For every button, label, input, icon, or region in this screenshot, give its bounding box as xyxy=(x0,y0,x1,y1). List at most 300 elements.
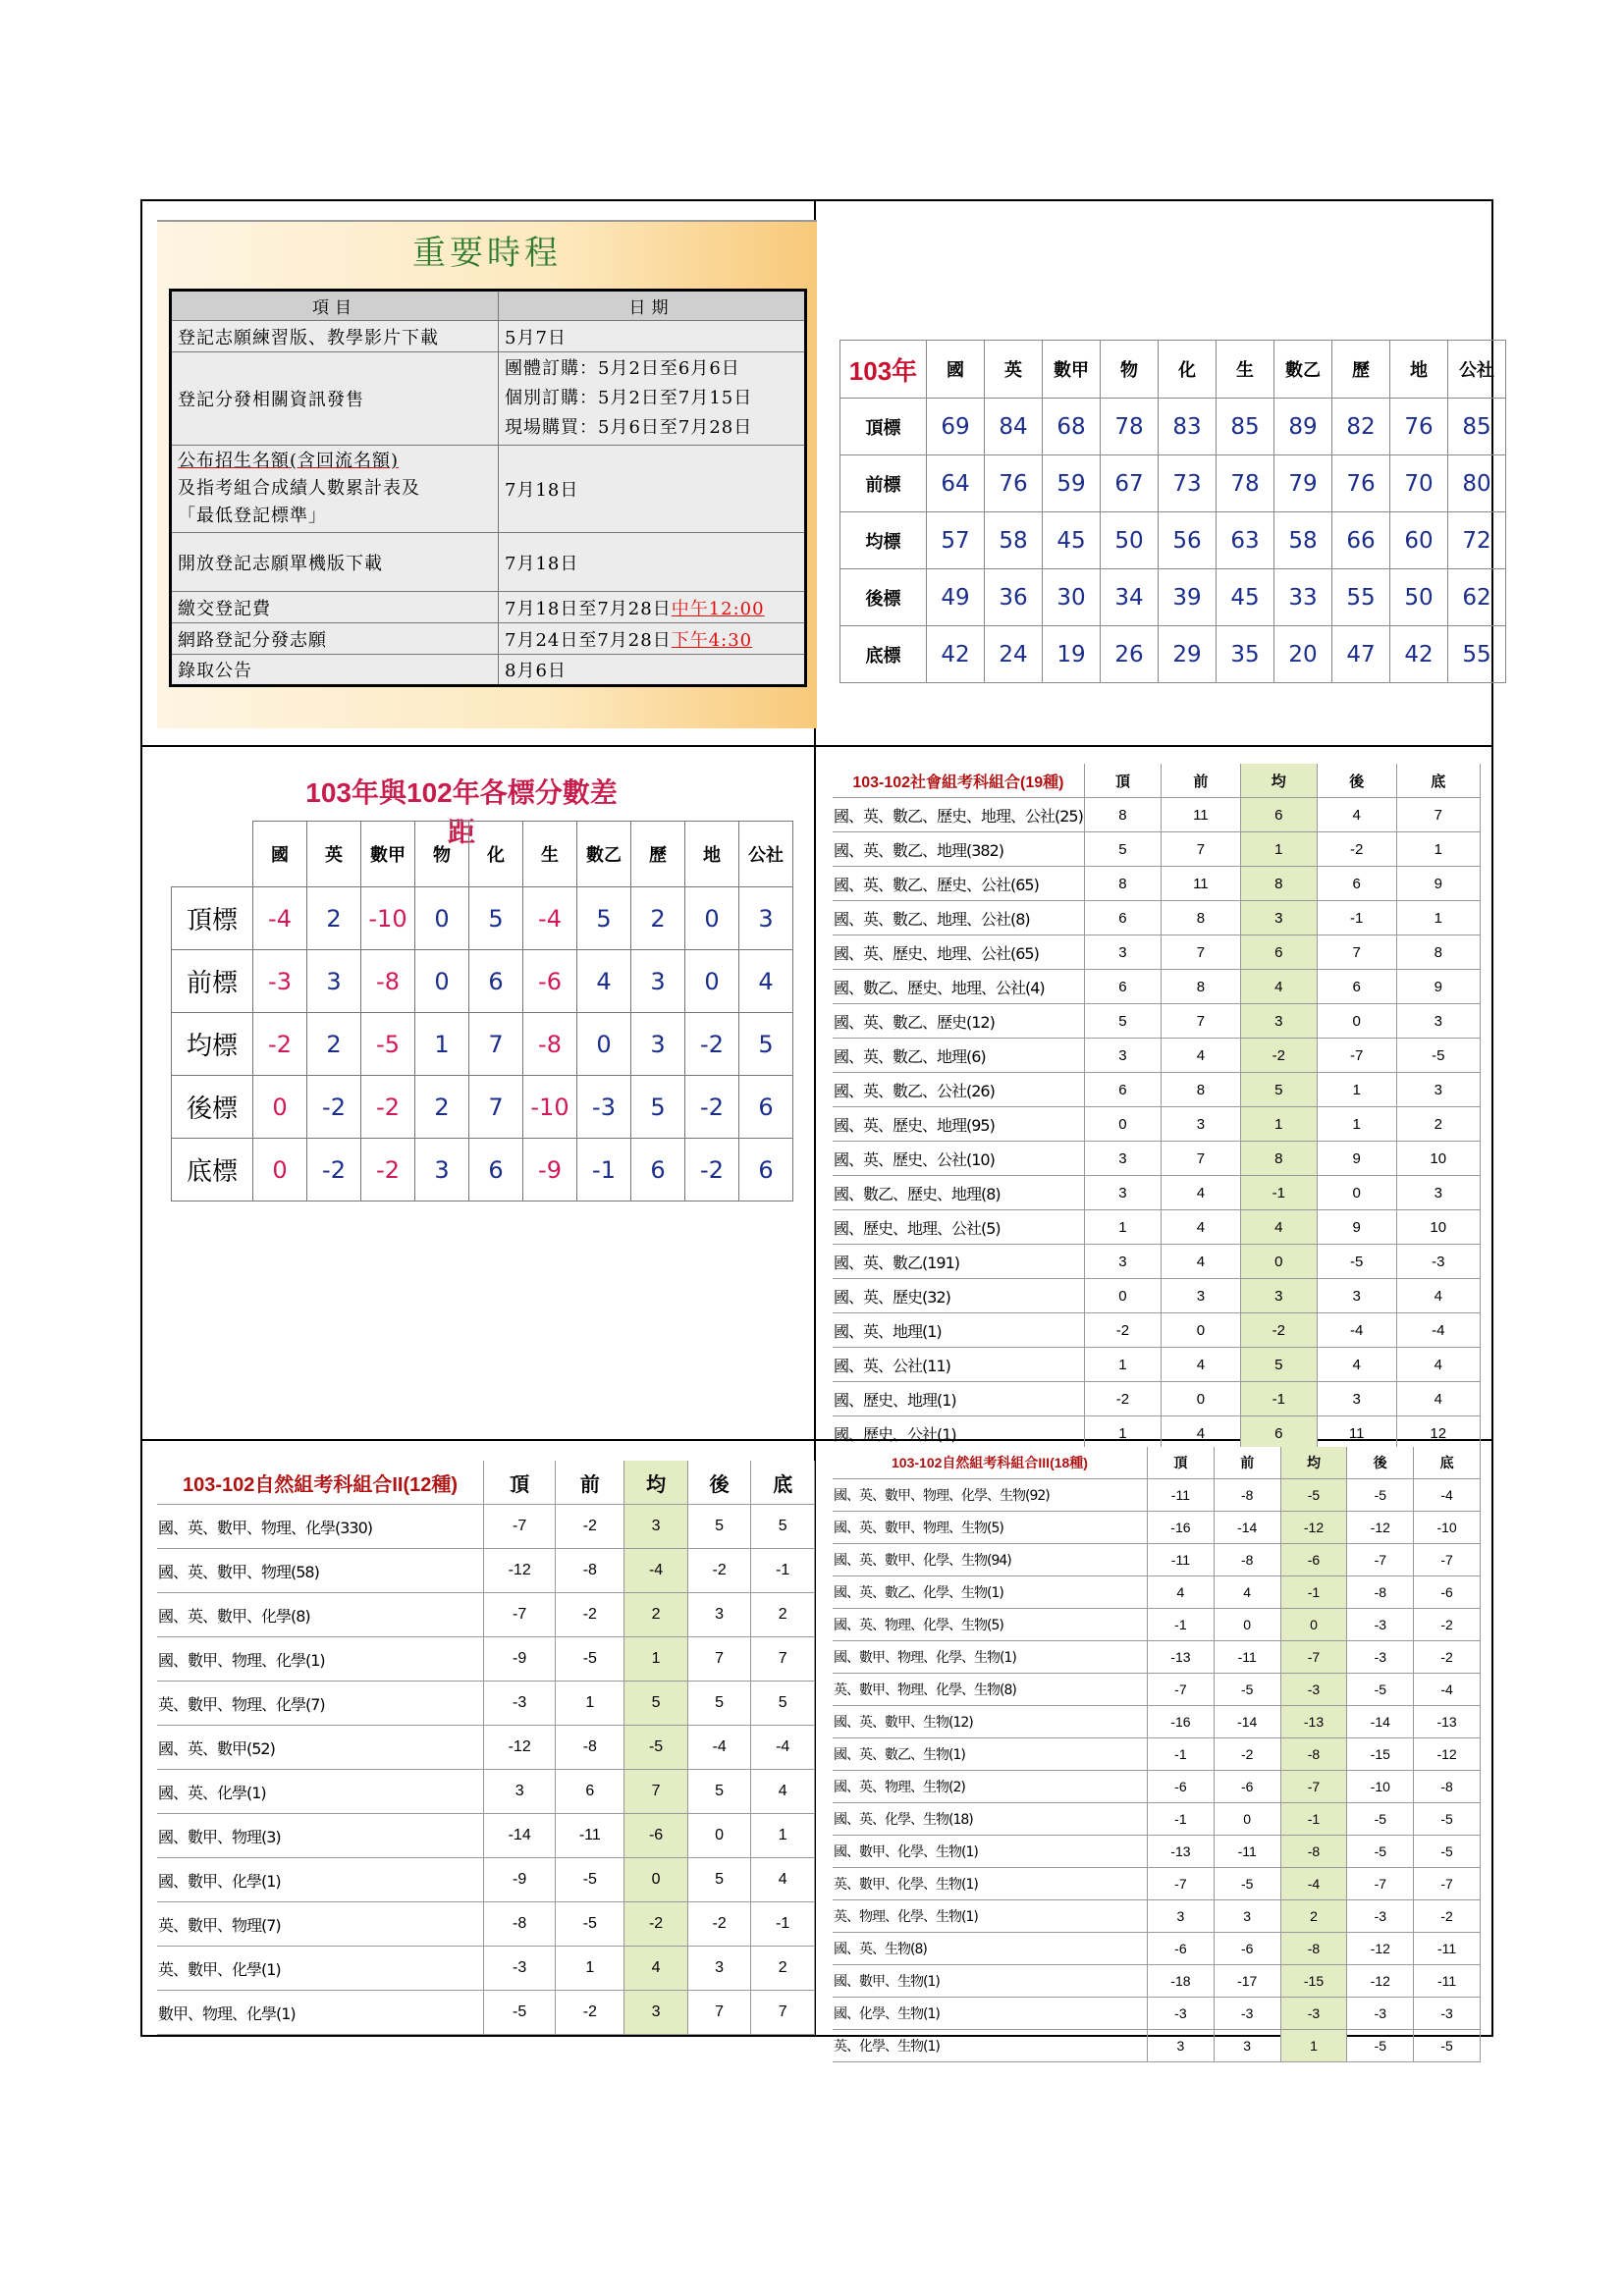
table-row xyxy=(157,1549,815,1593)
combo-value: -5 xyxy=(1214,1868,1280,1900)
score-value: 89 xyxy=(1274,399,1332,455)
combo-value: -4 xyxy=(687,1726,751,1770)
subject-header: 生 xyxy=(523,822,577,887)
row-label: 後標 xyxy=(840,569,927,626)
combo-value: 0 xyxy=(1214,1803,1280,1836)
combo-value: -2 xyxy=(556,1593,624,1637)
combo-value: 4 xyxy=(1214,1576,1280,1609)
title-rule xyxy=(157,220,817,222)
combo-value: 6 xyxy=(1240,798,1317,832)
score-value: 45 xyxy=(1043,512,1101,569)
score-value: 72 xyxy=(1448,512,1506,569)
schedule-item: 錄取公告 xyxy=(171,655,499,686)
table-row xyxy=(833,832,1481,867)
combo-name: 國、英、生物(8) xyxy=(833,1933,1148,1965)
combo-value: 3 xyxy=(1084,935,1161,970)
combo-value: 1 xyxy=(1084,1210,1161,1245)
combo-value: -6 xyxy=(1214,1933,1280,1965)
subject-header: 物 xyxy=(1101,341,1159,399)
natural3-clip xyxy=(833,1447,1481,2055)
score-value: 64 xyxy=(927,455,985,512)
diff-value: 2 xyxy=(307,1013,361,1076)
combo-value: -8 xyxy=(1414,1771,1481,1803)
table-row xyxy=(833,1576,1481,1609)
combo-value: 5 xyxy=(751,1682,815,1726)
score-value: 58 xyxy=(985,512,1043,569)
schedule-item: 登記分發相關資訊發售 xyxy=(171,352,499,446)
table-row xyxy=(833,1245,1481,1279)
combo-name: 國、數甲、物理、化學、生物(1) xyxy=(833,1641,1148,1674)
subject-header: 物 xyxy=(415,822,469,887)
combo-value: -6 xyxy=(624,1814,688,1858)
combo-value: -5 xyxy=(1396,1039,1480,1073)
schedule-row xyxy=(171,533,806,592)
combo-value: 8 xyxy=(1162,1073,1241,1107)
combo-name: 國、英、數甲、生物(12) xyxy=(833,1706,1148,1738)
subject-header: 英 xyxy=(307,822,361,887)
diff-value: -4 xyxy=(253,887,307,950)
combo-value: -8 xyxy=(1280,1836,1347,1868)
combo-value: 5 xyxy=(1240,1073,1317,1107)
score-value: 59 xyxy=(1043,455,1101,512)
combo-value: -5 xyxy=(556,1902,624,1947)
combo-value: -5 xyxy=(1317,1245,1396,1279)
score-value: 73 xyxy=(1159,455,1217,512)
col-date-header: 日期 xyxy=(499,291,806,321)
combo-value: 1 xyxy=(1396,901,1480,935)
diff-value: -10 xyxy=(523,1076,577,1139)
diff-value: -1 xyxy=(577,1139,631,1201)
table-row xyxy=(833,1641,1481,1674)
combo-value: 4 xyxy=(1162,1245,1241,1279)
schedule-panel xyxy=(157,220,817,728)
score-value: 58 xyxy=(1274,512,1332,569)
combo-value: 4 xyxy=(1162,1210,1241,1245)
score-value: 39 xyxy=(1159,569,1217,626)
diff-value: 5 xyxy=(469,887,523,950)
score-value: 83 xyxy=(1159,399,1217,455)
combo-value: -6 xyxy=(1214,1771,1280,1803)
combo-value: -4 xyxy=(1414,1674,1481,1706)
combo-value: 8 xyxy=(1162,970,1241,1004)
subject-header: 生 xyxy=(1217,341,1274,399)
score-value: 42 xyxy=(927,626,985,683)
social-combo-table xyxy=(833,764,1481,1451)
combo-value: 7 xyxy=(751,1991,815,2035)
diff-value: -3 xyxy=(253,950,307,1013)
combo-value: 1 xyxy=(1084,1348,1161,1382)
combo-value: -16 xyxy=(1148,1706,1215,1738)
schedule-row xyxy=(171,446,806,533)
score-value: 80 xyxy=(1448,455,1506,512)
combo-value: 1 xyxy=(624,1637,688,1682)
combo-value: -9 xyxy=(484,1858,556,1902)
combo-value: -1 xyxy=(751,1902,815,1947)
schedule-item: 繳交登記費 xyxy=(171,592,499,623)
diff-value: 4 xyxy=(577,950,631,1013)
combo-value: -8 xyxy=(1214,1544,1280,1576)
subject-header: 數甲 xyxy=(361,822,415,887)
combo-value: 4 xyxy=(1240,1210,1317,1245)
combo-name: 國、英、數甲、物理(58) xyxy=(157,1549,484,1593)
diff-value: 6 xyxy=(739,1139,793,1201)
column-header: 後 xyxy=(1347,1447,1414,1479)
combo-value: -2 xyxy=(556,1991,624,2035)
combo-value: 6 xyxy=(1317,970,1396,1004)
diff-value: 6 xyxy=(469,950,523,1013)
combo-value: -6 xyxy=(1280,1544,1347,1576)
score-value: 55 xyxy=(1332,569,1390,626)
natural2-combo-table xyxy=(157,1461,815,2035)
subject-header: 國 xyxy=(253,822,307,887)
combo-value: 7 xyxy=(751,1637,815,1682)
combo-value: 4 xyxy=(1317,798,1396,832)
combo-value: 4 xyxy=(1396,1382,1480,1416)
combo-value: -5 xyxy=(1280,1479,1347,1512)
grid-divider-row1 xyxy=(140,745,1493,747)
combo-value: 4 xyxy=(1396,1348,1480,1382)
combo-value: 0 xyxy=(1084,1107,1161,1142)
combo-value: 2 xyxy=(1280,1900,1347,1933)
diff-title: 103年與102年各標分數差距 xyxy=(305,777,618,847)
combo-value: 3 xyxy=(1396,1004,1480,1039)
combo-value: -11 xyxy=(1214,1641,1280,1674)
item-line: 及指考組合成績人數累計表及 xyxy=(178,478,420,499)
table-row xyxy=(157,1505,815,1549)
combo-name: 國、英、化學(1) xyxy=(157,1770,484,1814)
combo-value: 7 xyxy=(1162,1142,1241,1176)
combo-value: -2 xyxy=(1084,1313,1161,1348)
combo-name: 國、歷史、公社(1) xyxy=(833,1416,1084,1451)
combo-value: 3 xyxy=(1240,1279,1317,1313)
combo-name: 國、英、數甲、化學(8) xyxy=(157,1593,484,1637)
score-value: 30 xyxy=(1043,569,1101,626)
diff-value: 0 xyxy=(415,950,469,1013)
score-value: 50 xyxy=(1390,569,1448,626)
combo-name: 英、數甲、化學(1) xyxy=(157,1947,484,1991)
date-line: 現場購買：5月6日至7月28日 xyxy=(505,417,753,438)
combo-value: -3 xyxy=(1396,1245,1480,1279)
score-value: 79 xyxy=(1274,455,1332,512)
combo-value: 2 xyxy=(751,1593,815,1637)
combo-value: -10 xyxy=(1347,1771,1414,1803)
table-row xyxy=(833,935,1481,970)
combo-value: -4 xyxy=(1414,1479,1481,1512)
combo-value: 4 xyxy=(1148,1576,1215,1609)
combo-name: 國、英、數乙、公社(26) xyxy=(833,1073,1084,1107)
combo-name: 國、數甲、化學、生物(1) xyxy=(833,1836,1148,1868)
table-row xyxy=(157,1947,815,1991)
combo-name: 國、數甲、生物(1) xyxy=(833,1965,1148,1998)
combo-value: -5 xyxy=(1214,1674,1280,1706)
combo-name: 英、數甲、物理、化學(7) xyxy=(157,1682,484,1726)
subject-header: 公社 xyxy=(1448,341,1506,399)
combo-value: -6 xyxy=(1148,1933,1215,1965)
score-value: 33 xyxy=(1274,569,1332,626)
diff-value: 3 xyxy=(631,1013,685,1076)
diff-value: 0 xyxy=(577,1013,631,1076)
diff-row xyxy=(172,1013,793,1076)
schedule-date: 5月7日 xyxy=(499,321,806,352)
combo-value: 0 xyxy=(1280,1609,1347,1641)
combo-name: 國、英、數甲、物理、化學(330) xyxy=(157,1505,484,1549)
diff-value: 0 xyxy=(685,887,739,950)
combo-value: 1 xyxy=(1240,832,1317,867)
diff-value: -2 xyxy=(685,1076,739,1139)
natural3-title: 103-102自然組考科組合III(18種) xyxy=(833,1447,1148,1479)
combo-value: -11 xyxy=(1414,1965,1481,1998)
combo-value: 6 xyxy=(1240,935,1317,970)
date-line: 團體訂購：5月2日至6月6日 xyxy=(505,358,740,379)
combo-name: 國、英、物理、化學、生物(5) xyxy=(833,1609,1148,1641)
table-row xyxy=(833,1868,1481,1900)
combo-value: 3 xyxy=(1084,1039,1161,1073)
combo-name: 國、英、數乙、地理(382) xyxy=(833,832,1084,867)
combo-name: 國、英、數乙、歷史、公社(65) xyxy=(833,867,1084,901)
schedule-date: 8月6日 xyxy=(499,655,806,686)
table-row xyxy=(833,970,1481,1004)
combo-value: -1 xyxy=(1240,1176,1317,1210)
column-header: 均 xyxy=(1240,764,1317,798)
combo-value: -3 xyxy=(1280,1998,1347,2030)
combo-value: 0 xyxy=(1240,1245,1317,1279)
diff-value: 2 xyxy=(631,887,685,950)
score-row xyxy=(840,569,1506,626)
score-value: 45 xyxy=(1217,569,1274,626)
combo-value: -11 xyxy=(1414,1933,1481,1965)
combo-value: -13 xyxy=(1148,1836,1215,1868)
score-value: 24 xyxy=(985,626,1043,683)
combo-value: -11 xyxy=(1148,1544,1215,1576)
combo-value: -7 xyxy=(1347,1868,1414,1900)
score-value: 26 xyxy=(1101,626,1159,683)
table-row xyxy=(833,1803,1481,1836)
table-row xyxy=(833,1706,1481,1738)
diff-value: -8 xyxy=(361,950,415,1013)
combo-value: 3 xyxy=(1317,1279,1396,1313)
combo-value: -8 xyxy=(1280,1738,1347,1771)
combo-name: 國、數甲、物理、化學(1) xyxy=(157,1637,484,1682)
diff-value: 3 xyxy=(739,887,793,950)
combo-value: -17 xyxy=(1214,1965,1280,1998)
combo-value: 0 xyxy=(1162,1382,1241,1416)
combo-value: 3 xyxy=(624,1505,688,1549)
combo-value: -12 xyxy=(1347,1965,1414,1998)
combo-value: -7 xyxy=(484,1593,556,1637)
combo-value: -11 xyxy=(556,1814,624,1858)
score-value: 76 xyxy=(1390,399,1448,455)
score-value: 84 xyxy=(985,399,1043,455)
combo-value: -1 xyxy=(1317,901,1396,935)
diff-value: -2 xyxy=(307,1076,361,1139)
table-row xyxy=(833,1210,1481,1245)
table-row xyxy=(833,1348,1481,1382)
table-row xyxy=(833,1609,1481,1641)
table-row xyxy=(157,1991,815,2035)
schedule-date: 7月18日 xyxy=(499,533,806,592)
combo-value: 4 xyxy=(1317,1348,1396,1382)
table-row xyxy=(833,1544,1481,1576)
score-value: 85 xyxy=(1448,399,1506,455)
score-value: 42 xyxy=(1390,626,1448,683)
combo-value: 3 xyxy=(1214,2030,1280,2062)
combo-value: 8 xyxy=(1162,901,1241,935)
combo-value: -3 xyxy=(1214,1998,1280,2030)
combo-value: -2 xyxy=(1414,1900,1481,1933)
combo-value: 3 xyxy=(1240,1004,1317,1039)
combo-value: -5 xyxy=(556,1637,624,1682)
combo-name: 國、英、化學、生物(18) xyxy=(833,1803,1148,1836)
combo-value: -8 xyxy=(1214,1479,1280,1512)
combo-value: -16 xyxy=(1148,1512,1215,1544)
combo-value: -13 xyxy=(1148,1641,1215,1674)
combo-value: -7 xyxy=(1414,1868,1481,1900)
schedule-date xyxy=(499,623,806,655)
combo-value: 2 xyxy=(751,1947,815,1991)
subject-header: 化 xyxy=(1159,341,1217,399)
diff-value: 2 xyxy=(415,1076,469,1139)
combo-value: 5 xyxy=(1084,832,1161,867)
score-corner-label: 103年 xyxy=(840,341,927,399)
date-deadline: 中午12:00 xyxy=(671,598,765,619)
combo-value: 4 xyxy=(1162,1039,1241,1073)
combo-name: 國、化學、生物(1) xyxy=(833,1998,1148,2030)
score-value: 36 xyxy=(985,569,1043,626)
combo-value: -2 xyxy=(687,1902,751,1947)
score-row xyxy=(840,455,1506,512)
combo-value: -1 xyxy=(1148,1738,1215,1771)
schedule-item xyxy=(171,446,499,533)
subject-header: 數乙 xyxy=(1274,341,1332,399)
combo-value: -14 xyxy=(484,1814,556,1858)
combo-value: -14 xyxy=(1214,1512,1280,1544)
combo-value: 6 xyxy=(1084,901,1161,935)
combo-value: 7 xyxy=(624,1770,688,1814)
combo-value: -2 xyxy=(1317,832,1396,867)
table-row xyxy=(833,1900,1481,1933)
diff-row xyxy=(172,1076,793,1139)
score-value: 76 xyxy=(1332,455,1390,512)
table-row xyxy=(833,2030,1481,2062)
combo-name: 國、英、歷史、地理、公社(65) xyxy=(833,935,1084,970)
score-value: 19 xyxy=(1043,626,1101,683)
combo-name: 國、英、數甲、物理、化學、生物(92) xyxy=(833,1479,1148,1512)
combo-value: -11 xyxy=(1214,1836,1280,1868)
combo-value: 5 xyxy=(1240,1348,1317,1382)
table-row xyxy=(833,1512,1481,1544)
table-row xyxy=(833,1382,1481,1416)
row-label: 頂標 xyxy=(172,887,253,950)
combo-value: 0 xyxy=(1214,1609,1280,1641)
combo-name: 英、數甲、物理、化學、生物(8) xyxy=(833,1674,1148,1706)
score-value: 68 xyxy=(1043,399,1101,455)
score-row xyxy=(840,626,1506,683)
table-row xyxy=(833,1965,1481,1998)
combo-name: 國、數甲、物理(3) xyxy=(157,1814,484,1858)
diff-value: 3 xyxy=(307,950,361,1013)
combo-name: 國、英、數乙、歷史(12) xyxy=(833,1004,1084,1039)
combo-value: -1 xyxy=(1280,1576,1347,1609)
combo-value: 1 xyxy=(1280,2030,1347,2062)
social-title: 103-102社會組考科組合(19種) xyxy=(833,764,1084,798)
combo-name: 國、英、數乙、歷史、地理、公社(25) xyxy=(833,798,1084,832)
row-label: 底標 xyxy=(172,1139,253,1201)
combo-value: 7 xyxy=(1162,832,1241,867)
combo-name: 國、數乙、歷史、地理(8) xyxy=(833,1176,1084,1210)
combo-value: 0 xyxy=(1084,1279,1161,1313)
combo-value: -2 xyxy=(1414,1609,1481,1641)
combo-value: 10 xyxy=(1396,1210,1480,1245)
item-line: 「最低登記標準」 xyxy=(178,506,327,526)
table-row xyxy=(833,1416,1481,1451)
schedule-date xyxy=(499,592,806,623)
combo-value: -5 xyxy=(1347,2030,1414,2062)
combo-value: -5 xyxy=(1414,1836,1481,1868)
row-label: 均標 xyxy=(840,512,927,569)
combo-value: -4 xyxy=(751,1726,815,1770)
row-label: 前標 xyxy=(172,950,253,1013)
combo-value: 8 xyxy=(1240,867,1317,901)
combo-value: 0 xyxy=(1317,1004,1396,1039)
combo-value: 1 xyxy=(1396,832,1480,867)
combo-value: -1 xyxy=(1240,1382,1317,1416)
table-row xyxy=(157,1858,815,1902)
diff-value: 0 xyxy=(415,887,469,950)
subject-header: 化 xyxy=(469,822,523,887)
combo-value: -3 xyxy=(1280,1674,1347,1706)
diff-value: -4 xyxy=(523,887,577,950)
combo-value: 0 xyxy=(1162,1313,1241,1348)
combo-value: 3 xyxy=(1084,1142,1161,1176)
diff-value: -2 xyxy=(685,1013,739,1076)
combo-value: -13 xyxy=(1280,1706,1347,1738)
schedule-table xyxy=(169,289,807,687)
combo-value: 7 xyxy=(687,1991,751,2035)
combo-value: 3 xyxy=(1317,1382,1396,1416)
combo-value: -7 xyxy=(1280,1771,1347,1803)
score-value: 67 xyxy=(1101,455,1159,512)
diff-table xyxy=(171,821,793,1201)
score-value: 60 xyxy=(1390,512,1448,569)
column-header: 後 xyxy=(1317,764,1396,798)
combo-value: 11 xyxy=(1317,1416,1396,1451)
combo-name: 英、數甲、物理(7) xyxy=(157,1902,484,1947)
combo-value: 3 xyxy=(1148,1900,1215,1933)
combo-value: 9 xyxy=(1317,1210,1396,1245)
table-row xyxy=(833,1039,1481,1073)
combo-name: 英、數甲、化學、生物(1) xyxy=(833,1868,1148,1900)
combo-value: -2 xyxy=(556,1505,624,1549)
combo-value: -1 xyxy=(1148,1609,1215,1641)
table-row xyxy=(157,1770,815,1814)
combo-value: 10 xyxy=(1396,1142,1480,1176)
schedule-row xyxy=(171,655,806,686)
combo-value: 3 xyxy=(687,1593,751,1637)
table-row xyxy=(157,1814,815,1858)
combo-value: 7 xyxy=(1162,1004,1241,1039)
combo-name: 國、英、數甲、化學、生物(94) xyxy=(833,1544,1148,1576)
diff-value: 0 xyxy=(253,1076,307,1139)
combo-value: 3 xyxy=(1084,1176,1161,1210)
combo-name: 國、數甲、化學(1) xyxy=(157,1858,484,1902)
combo-value: -12 xyxy=(1280,1512,1347,1544)
schedule-item: 網路登記分發志願 xyxy=(171,623,499,655)
table-row xyxy=(157,1726,815,1770)
schedule-row xyxy=(171,623,806,655)
score-value: 85 xyxy=(1217,399,1274,455)
combo-value: 6 xyxy=(1317,867,1396,901)
combo-value: 4 xyxy=(1162,1348,1241,1382)
